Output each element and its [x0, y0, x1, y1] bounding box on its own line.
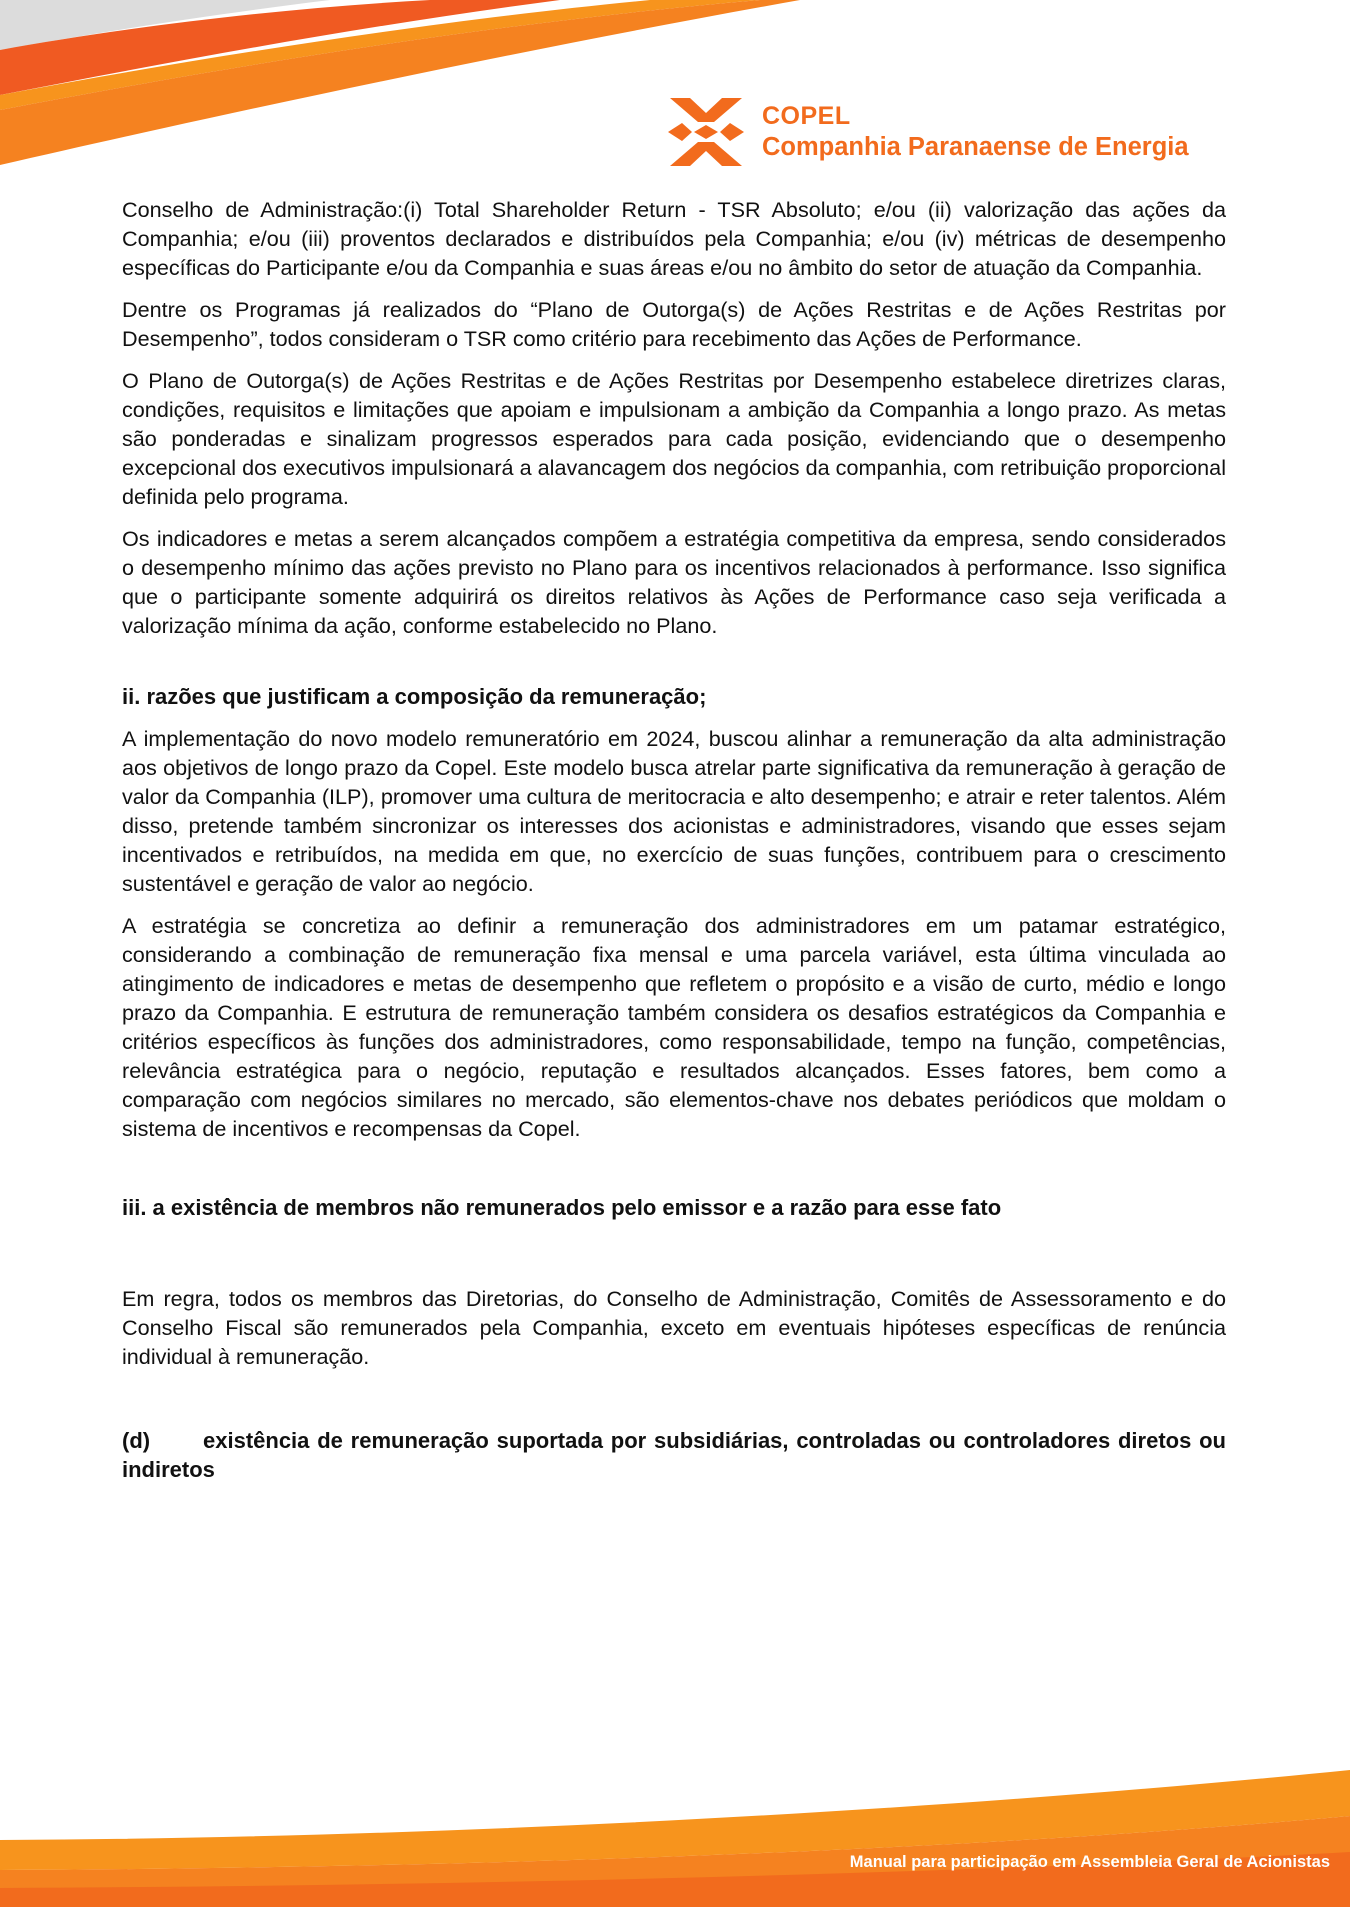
paragraph-2: Dentre os Programas já realizados do “Plano de Outorga(s) de Ações Restritas e de Ações Restritas por Desempenho”, todos consideram o TSR como critério para recebimento das Ações de Performance. — [122, 297, 1226, 351]
section-heading-d-label: (d) — [122, 1428, 151, 1453]
paragraph-6: A estratégia se concretiza ao definir a remuneração dos administradores em um patamar estratégico, considerando a combinação de remuneração fixa mensal e uma parcela variável, esta última vinculada ao atingimento de indicadores e metas de desempenho que refletem o propósito e a visão de curto, médio e longo prazo da Companhia. E estrutura de remuneração também considera os desafios estratégicos da Companhia e critérios específicos às funções dos administradores, como responsabilidade, tempo na função, competências, relevância estratégica para o negócio, reputação e resultados alcançados. Esses fatores, bem como a comparação com negócios similares no mercado, são elementos-chave nos debates periódicos que moldam o sistema de incentivos e recompensas da Copel. — [122, 913, 1226, 1141]
company-logo — [668, 96, 1189, 168]
paragraph-3: O Plano de Outorga(s) de Ações Restritas e de Ações Restritas por Desempenho estabelece diretrizes claras, condições, requisitos e limitações que apoiam e impulsionam a ambição da Companhia a longo prazo. As metas são ponderadas e sinalizam progressos esperados para cada posição, evidenciando que o desempenho excepcional dos executivos impulsionará a alavancagem dos negócios da companhia, com retribuição proporcional definida pelo programa. — [122, 368, 1226, 509]
paragraph-5: A implementação do novo modelo remuneratório em 2024, buscou alinhar a remuneração da alta administração aos objetivos de longo prazo da Copel. Este modelo busca atrelar parte significativa da remuneração à geração de valor da Companhia (ILP), promover uma cultura de meritocracia e alto desempenho; e atrair e reter talentos. Além disso, pretende também sincronizar os interesses dos acionistas e administradores, visando que esses sejam incentivados e retribuídos, na medida em que, no exercício de suas funções, contribuem para o crescimento sustentável e geração de valor ao negócio. — [122, 726, 1226, 896]
paragraph-7: Em regra, todos os membros das Diretorias, do Conselho de Administração, Comitês de Assessoramento e do Conselho Fiscal são remunerados pela Companhia, exceto em eventuais hipóteses específicas de renúncia individual à remuneração. — [122, 1286, 1226, 1369]
copel-logo-icon — [668, 96, 744, 168]
document-body — [122, 195, 1226, 1484]
logo-subtitle: Companhia Paranaense de Energia — [762, 133, 1189, 161]
footer-text: Manual para participação em Assembleia Geral de Acionistas — [849, 1853, 1330, 1871]
section-heading-iii: iii. a existência de membros não remunerados pelo emissor e a razão para esse fato — [122, 1195, 1002, 1220]
section-heading-d — [122, 1426, 1226, 1484]
paragraph-1: Conselho de Administração:(i) Total Shareholder Return - TSR Absoluto; e/ou (ii) valorização das ações da Companhia; e/ou (iii) proventos declarados e distribuídos pela Companhia; e/ou (iv) métricas de desempenho específicas do Participante e/ou da Companhia e suas áreas e/ou no âmbito do setor de atuação da Companhia. — [122, 197, 1226, 280]
section-heading-ii: ii. razões que justificam a composição da remuneração; — [122, 684, 707, 709]
paragraph-4: Os indicadores e metas a serem alcançados compõem a estratégia competitiva da empresa, sendo considerados o desempenho mínimo das ações previsto no Plano para os incentivos relacionados à performance. Isso significa que o participante somente adquirirá os direitos relativos às Ações de Performance caso seja verificada a valorização mínima da ação, conforme estabelecido no Plano. — [122, 526, 1226, 638]
section-heading-d-text: existência de remuneração suportada por subsidiárias, controladas ou controladores diretos ou indiretos — [122, 1428, 1226, 1482]
logo-title: COPEL — [762, 102, 851, 130]
footer-swoosh — [0, 1770, 1350, 1907]
